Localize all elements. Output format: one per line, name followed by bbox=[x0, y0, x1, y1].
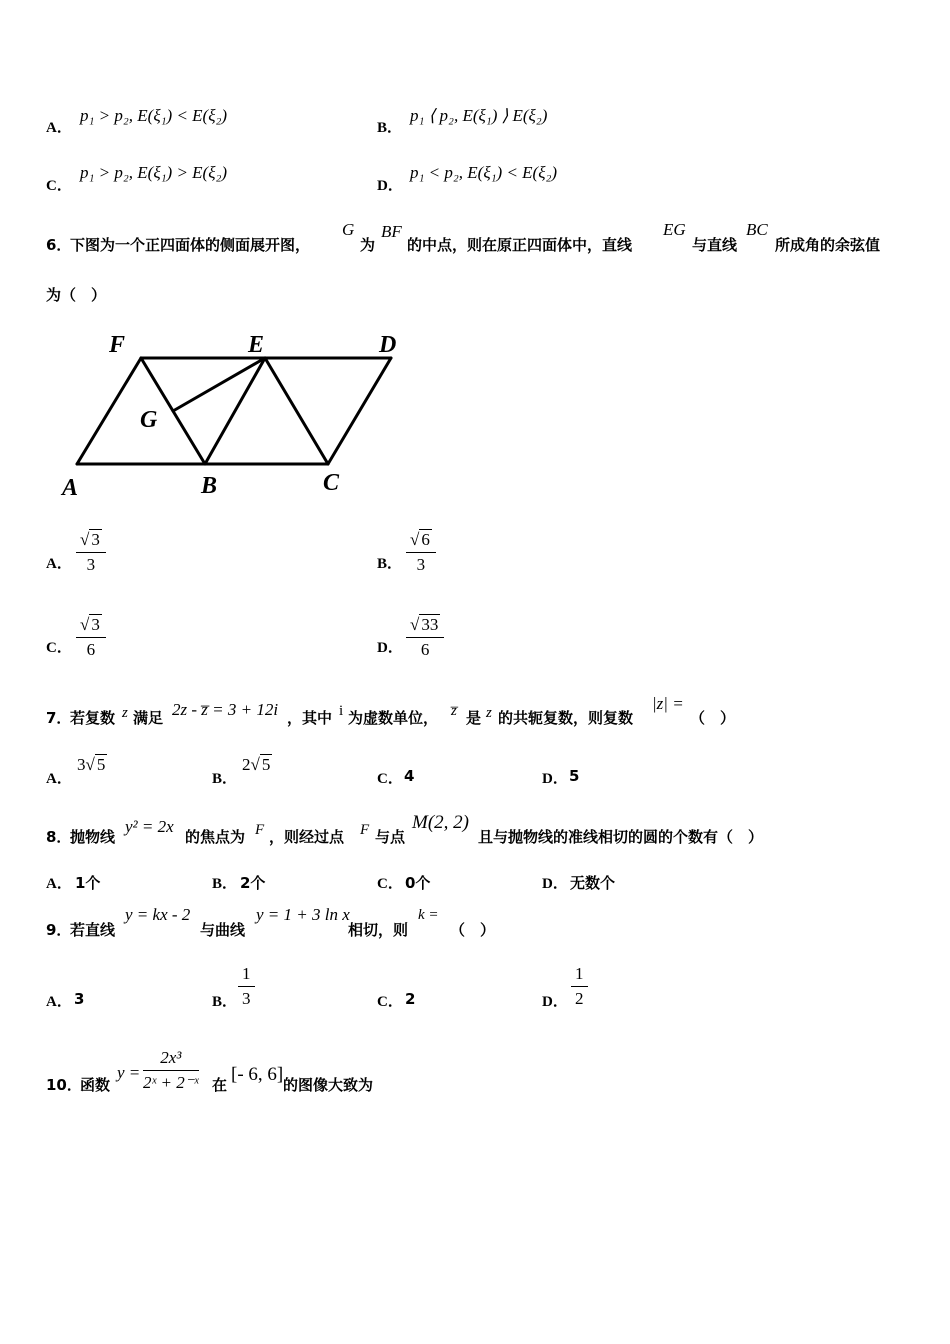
q7-option-a-value: 3√ 5 bbox=[77, 755, 106, 774]
q8-text-1: 抛物线 bbox=[70, 828, 116, 846]
point-label-c: C bbox=[323, 470, 340, 496]
q10-function-fraction: $\frac{\text{2x³}}{\text{2ˣ + 2⁻ˣ}}$ bbox=[143, 1048, 199, 1092]
q6-math-bf: BF bbox=[381, 222, 402, 241]
q7-number: 7． bbox=[46, 709, 72, 727]
q9-option-d-label: D． bbox=[542, 994, 568, 1010]
q5-option-a-expr: p₁ > p₂, E(ξ₁) < E(ξ₂) bbox=[80, 106, 228, 125]
q7-text-2: 满足 bbox=[133, 709, 164, 727]
q7-text-6: 的共轭复数，则复数 bbox=[498, 709, 634, 727]
q7-math-z1: z bbox=[122, 705, 128, 721]
q6-text-1: 下图为一个正四面体的侧面展开图， bbox=[70, 236, 311, 254]
q10-interval: [- 6, 6] bbox=[231, 1064, 284, 1085]
q8-text-3: ，则经过点 bbox=[269, 828, 345, 846]
q5-option-a-label: A． bbox=[46, 120, 72, 136]
q6-option-c-fraction: $\frac{√ 3}{6}$ bbox=[76, 613, 106, 662]
q9-option-d-fraction: $\frac{1}{2}$ bbox=[571, 962, 588, 1011]
q7-option-d-label: D． bbox=[542, 771, 568, 787]
q9-text-1: 若直线 bbox=[70, 921, 116, 939]
q10-text-2: 在 bbox=[212, 1076, 228, 1094]
q9-option-b-fraction: $\frac{1}{3}$ bbox=[238, 962, 255, 1011]
edge-cd bbox=[328, 358, 391, 464]
edge-af bbox=[77, 358, 141, 464]
q9-option-c-label: C． bbox=[377, 994, 403, 1010]
q9-text-3: 相切，则 bbox=[348, 921, 409, 939]
edge-ec bbox=[265, 358, 328, 464]
point-label-g: G bbox=[140, 407, 158, 433]
q9-option-c-value: 2 bbox=[405, 990, 416, 1008]
q6-text-line2: 为（ ） bbox=[46, 286, 107, 304]
q9-text-2: 与曲线 bbox=[200, 921, 246, 939]
point-label-f: F bbox=[109, 332, 126, 358]
point-label-d: D bbox=[379, 332, 397, 358]
q6-option-b-fraction: $\frac{√ 6}{3}$ bbox=[406, 528, 436, 577]
q10-text-1: 函数 bbox=[80, 1076, 111, 1094]
q6-math-bc: BC bbox=[746, 220, 768, 239]
q7-option-c-label: C． bbox=[377, 771, 403, 787]
q6-option-a-fraction: $\frac{√ 3}{3}$ bbox=[76, 528, 106, 577]
point-label-b: B bbox=[201, 473, 218, 499]
q5-option-c-expr: p₁ > p₂, E(ξ₁) > E(ξ₂) bbox=[80, 163, 228, 182]
q6-text-5: 所成角的余弦值 bbox=[775, 236, 881, 254]
q10-number: 10． bbox=[46, 1076, 82, 1094]
q8-math-point-m: M(2, 2) bbox=[412, 812, 469, 833]
q6-math-eg: EG bbox=[663, 220, 686, 239]
q7-option-c-value: 4 bbox=[404, 767, 415, 785]
q9-option-a-label: A． bbox=[46, 994, 72, 1010]
q7-text-4: 为虚数单位， bbox=[348, 709, 439, 727]
q10-text-3: 的图像大致为 bbox=[283, 1076, 374, 1094]
q6-option-d-label: D． bbox=[377, 640, 403, 656]
point-label-a: A bbox=[62, 475, 79, 500]
q5-option-b-label: B． bbox=[377, 120, 403, 136]
q6-text-3: 的中点，则在原正四面体中，直线 bbox=[407, 236, 633, 254]
q5-option-d-label: D． bbox=[377, 178, 403, 194]
q5-option-b-expr: p₁ ⟨ p₂, E(ξ₁) ⟩ E(ξ₂) bbox=[410, 106, 548, 125]
q8-option-d-label: D． bbox=[542, 876, 568, 892]
q8-option-a-label: A． bbox=[46, 876, 72, 892]
q7-text-3: ，其中 bbox=[287, 709, 333, 727]
q8-option-c-label: C． bbox=[377, 876, 403, 892]
q8-number: 8． bbox=[46, 828, 72, 846]
q8-math-f1: F bbox=[255, 822, 265, 838]
q7-text-7: （ ） bbox=[690, 709, 736, 727]
q6-text-2: 为 bbox=[360, 236, 376, 254]
q9-option-b-label: B． bbox=[212, 994, 238, 1010]
q9-number: 9． bbox=[46, 921, 72, 939]
q8-option-b-label: B． bbox=[212, 876, 238, 892]
q7-math-zbar: z̅ bbox=[451, 703, 457, 719]
q7-option-b-label: B． bbox=[212, 771, 238, 787]
q9-text-4: （ ） bbox=[450, 921, 496, 939]
q6-option-d-fraction: $\frac{√ 33}{6}$ bbox=[406, 613, 444, 662]
q6-option-c-label: C． bbox=[46, 640, 72, 656]
q7-text-1: 若复数 bbox=[70, 709, 116, 727]
q6-option-b-label: B． bbox=[377, 556, 403, 572]
q7-math-i: i bbox=[339, 703, 344, 719]
q9-option-a-value: 3 bbox=[74, 990, 85, 1008]
q8-equation: y² = 2x bbox=[125, 817, 174, 836]
q8-text-4: 与点 bbox=[375, 828, 406, 846]
q7-math-abs-z: |z| = bbox=[652, 694, 684, 713]
q6-text-4: 与直线 bbox=[692, 236, 738, 254]
q7-option-d-value: 5 bbox=[569, 767, 580, 785]
q9-equation-curve: y = 1 + 3 ln x bbox=[256, 905, 350, 924]
q7-option-a-label: A． bbox=[46, 771, 72, 787]
tetrahedron-net-figure bbox=[55, 325, 415, 500]
q9-math-k: k = bbox=[418, 907, 439, 923]
q8-option-c-value: 0个 bbox=[405, 874, 431, 892]
q9-equation-line: y = kx - 2 bbox=[125, 905, 191, 924]
q6-option-a-label: A． bbox=[46, 556, 72, 572]
q10-lhs: y = bbox=[117, 1063, 141, 1082]
q8-option-a-value: 1个 bbox=[75, 874, 101, 892]
q8-math-f2: F bbox=[360, 822, 370, 838]
q7-math-z2: z bbox=[486, 705, 492, 721]
q8-text-2: 的焦点为 bbox=[185, 828, 246, 846]
q8-option-b-value: 2个 bbox=[240, 874, 266, 892]
q8-text-5: 且与抛物线的准线相切的圆的个数有（ ） bbox=[478, 828, 764, 846]
point-label-e: E bbox=[248, 332, 265, 358]
q7-equation: 2z - z̅ = 3 + 12i bbox=[172, 700, 279, 719]
q5-option-d-expr: p₁ < p₂, E(ξ₁) < E(ξ₂) bbox=[410, 163, 558, 182]
q6-number: 6． bbox=[46, 236, 72, 254]
q8-option-d-value: 无数个 bbox=[570, 874, 616, 892]
q7-option-b-value: 2√ 5 bbox=[242, 755, 271, 774]
q5-option-c-label: C． bbox=[46, 178, 72, 194]
q6-math-g: G bbox=[342, 220, 355, 239]
q7-text-5: 是 bbox=[466, 709, 482, 727]
